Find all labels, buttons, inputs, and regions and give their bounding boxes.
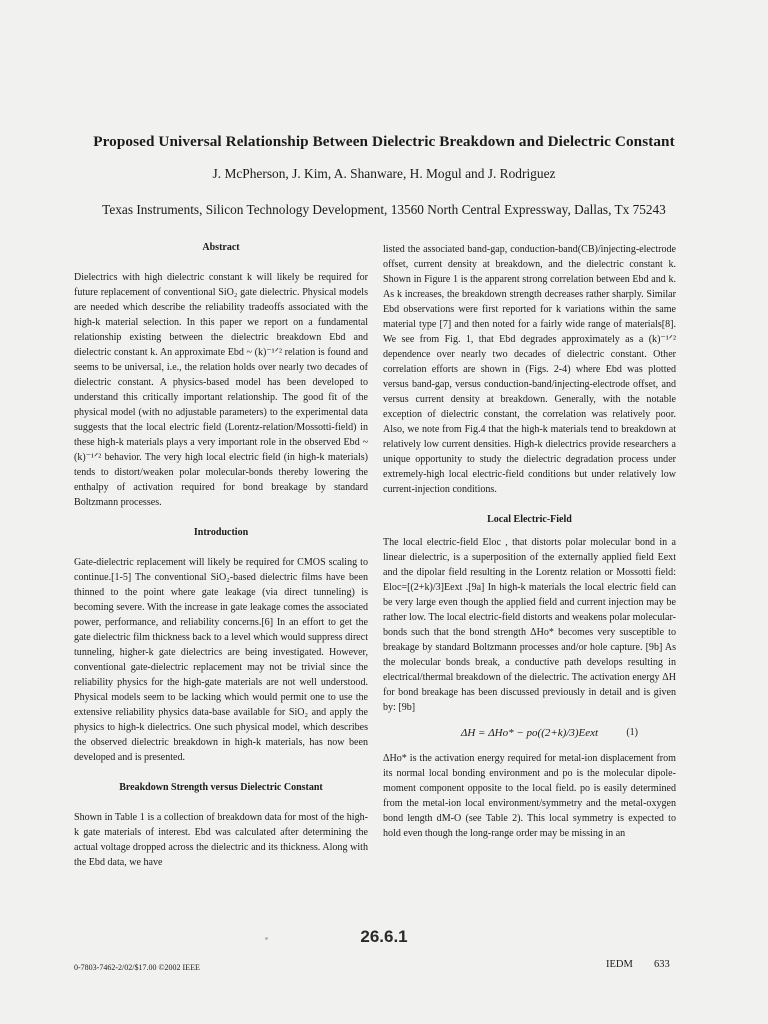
abstract-heading: Abstract	[202, 242, 240, 253]
abstract-text: Dielectrics with high dielectric constant k will likely be required for future replacement of conventional SiO₂ gate dielectric. Physical models are needed which describe the reliability tradeoffs associated with the high-k material selection. In this paper we report on a fundamental relationship existing between the dielectric breakdown Ebd and dielectric constant k. An approximate Ebd ~ (k)⁻¹ᐟ² relation is found and seems to be universal, i.e., the relation holds over nearly two decades of dielectric constant. A physics-based model has been developed to understand this critically important relationship. The good fit of the physical model (with no adjustable parameters) to the experimental data suggests that the local electric field (Lorentz-relation/Mossotti-field) in these high-k materials plays a very important role in the observed Ebd ~ (k)⁻¹ᐟ² behavior. The very high local electric field (in high-k materials) tends to distort/weaken polar molecular-bonds thereby lowering the enthalpy of activation required for bond breakage by standard Boltzmann processes.	[74, 272, 368, 508]
section-number: 26.6.1	[360, 927, 408, 946]
equation-1	[383, 715, 676, 751]
affiliation: Texas Instruments, Silicon Technology Development, 13560 North Central Expressway, Dallas, Tx 75243	[102, 202, 666, 217]
local-field-heading: Local Electric-Field	[487, 514, 572, 525]
local-field-after-text: ΔHo* is the activation energy required for metal-ion displacement from its normal local bonding environment and po is the molecular dipole-moment component opposite to the local field. po is easily determined from the metal-ion local environment/symmetry and the metal-oxygen bond length dM-O (see Table 2). This local symmetry is expected to hold even though the long-range order may be missing in an	[383, 753, 676, 839]
equation-body: ΔH = ΔHo* − po((2+k)/3)Eext	[460, 727, 599, 739]
introduction-heading: Introduction	[193, 527, 249, 538]
breakdown-continued-text: listed the associated band-gap, conduction-band(CB)/injecting-electrode offset, current density at breakdown, and the dielectric constant k. Shown in Figure 1 is the apparent strong correlation between Ebd and k. As k increases, the breakdown strength decreases rather sharply. Similar Ebd observations were first reported for k variations within the same material type [7] and then noted for a fairly wide range of materials[8]. We see from Fig. 1, that Ebd degrades approximately as a (k)⁻¹ᐟ² dependence over nearly two decades of dielectric constant. Other correlation efforts are shown in (Figs. 2-4) where Ebd was plotted versus band-gap, versus conduction-band/injecting-electrode offset, and versus current density at breakdown. Generally, with the notable exception of dielectric constant, the correlation was relatively poor. Also, we note from Fig.4 that the high-k materials tend to breakdown at relatively low current densities. High-k dielectrics provide researchers a unique opportunity to study the dielectric degradation process under extremely-high local electric-field conditions but under relatively low current-injection conditions.	[383, 244, 676, 495]
introduction-text: Gate-dielectric replacement will likely be required for CMOS scaling to continue.[1-5] The conventional SiO₂-based dielectric films have been thinned to the point where gate leakage (via direct tunneling) is becoming severe. With the increase in gate leakage comes the associated power, performance, and reliability concerns.[6] In an effort to get the gate dielectric film thickness back to a level which would suppress direct tunneling, higher-k gate dielectrics are being investigated. However, conventional gate-dielectric replacement may not be trivial since the reliability physics for the high-gate materials are not well understood. Physical models seem to be lacking which would permit one to use the extensive reliability physics data-base available for SiO₂ and apply the physics to high-k dielectrics. One such physical model, which describes the observed dielectric breakdown in high-k materials, has now been developed and is presented.	[74, 557, 368, 763]
left-column	[74, 240, 368, 870]
author-list: J. McPherson, J. Kim, A. Shanware, H. Mogul and J. Rodriguez	[212, 166, 556, 181]
paper-title: Proposed Universal Relationship Between Dielectric Breakdown and Dielectric Constant	[93, 133, 675, 150]
breakdown-text: Shown in Table 1 is a collection of breakdown data for most of the high-k gate materials of interest. Ebd was calculated after determining the actual voltage dropped across the dielectric and its thickness. Along with the Ebd data, we have	[74, 812, 368, 868]
conference-name: IEDM	[606, 959, 633, 970]
page-number: 633	[654, 959, 670, 970]
right-column	[383, 242, 676, 841]
local-field-text: The local electric-field Eloc , that distorts polar molecular bond in a linear dielectric, is a superposition of the externally applied field Eext and the dipolar field resulting in the Lorentz relation or Mossotti field: Eloc=[(2+k)/3]Eext .[9a] In high-k materials the local electric field can be very large even though the applied field and current injection may be rather low. The local electric-field distorts and weakens polar molecular-bonds such that the bond strength ΔHo* becomes very susceptible to breakage by standard Boltzmann processes and/or hole capture. [9b] As the molecular bonds break, a conductive path develops resulting in electrical/thermal breakdown of the dielectric. The activation energy ΔH for bond breakage has been discussed previously in detail and is given by: [9b]	[383, 537, 676, 713]
copyright-line: 0-7803-7462-2/02/$17.00 ©2002 IEEE	[74, 963, 200, 972]
scan-mark	[265, 937, 268, 940]
equation-number: (1)	[626, 727, 638, 738]
breakdown-heading: Breakdown Strength versus Dielectric Constant	[119, 782, 323, 793]
